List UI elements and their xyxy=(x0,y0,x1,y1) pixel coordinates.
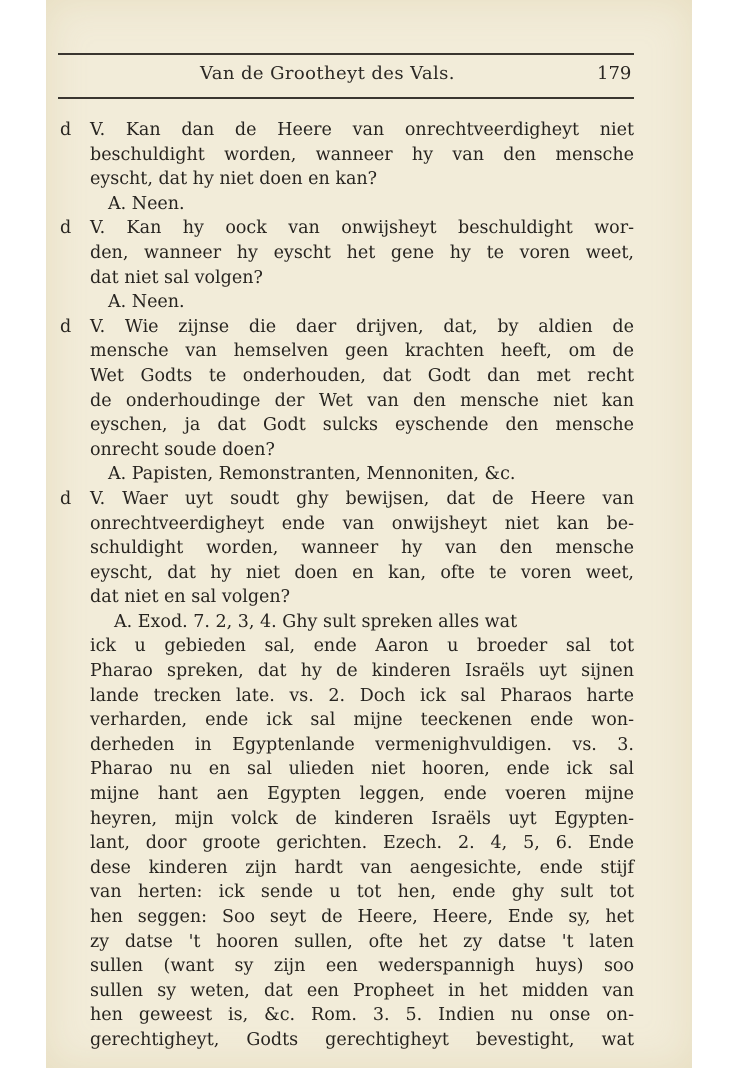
text-line xyxy=(0,413,738,438)
line-text: dat niet sal volgen? xyxy=(90,267,263,288)
line-text: sullen sy weten, dat een Propheet in het midden van xyxy=(90,980,634,1001)
text-line xyxy=(0,831,738,856)
line-text: V. Wie zijnse die daer drijven, dat, by aldien de xyxy=(90,316,634,337)
text-line xyxy=(0,462,738,487)
text-line xyxy=(0,954,738,979)
margin-mark: d xyxy=(60,120,72,140)
text-line xyxy=(0,290,738,315)
line-text: ick u gebieden sal, ende Aaron u broeder sal tot xyxy=(90,636,634,657)
text-line xyxy=(0,167,738,192)
text-line xyxy=(0,610,738,635)
line-text: den, wanneer hy eyscht het gene hy te voren weet, xyxy=(90,242,634,263)
line-text: hen seggen: Soo seyt de Heere, Heere, Ende sy, het xyxy=(90,907,634,927)
text-line xyxy=(0,487,738,512)
line-text: van herten: ick sende u tot hen, ende ghy sult tot xyxy=(90,882,634,903)
line-text: beschuldight worden, wanneer hy van den mensche xyxy=(90,144,634,165)
line-text: Pharao nu en sal ulieden niet hooren, ende ick sal xyxy=(90,759,634,780)
line-text: Pharao spreken, dat hy de kinderen Israëls uyt sijnen xyxy=(90,661,634,682)
line-text: eyscht, dat hy niet doen en kan? xyxy=(90,169,378,190)
margin-mark: d xyxy=(60,218,72,239)
text-line xyxy=(0,216,738,241)
text-line xyxy=(0,561,738,586)
line-text: eyscht, dat hy niet doen en kan, ofte te voren weet, xyxy=(90,562,634,583)
line-text: eyschen, ja dat Godt sulcks eyschende den mensche xyxy=(90,415,634,436)
text-line xyxy=(0,634,738,659)
line-text: V. Kan dan de Heere van onrechtveerdigheyt niet xyxy=(90,120,634,140)
text-line xyxy=(0,856,738,881)
text-line xyxy=(0,684,738,709)
header-rule-top xyxy=(58,53,634,55)
line-text: onrechtveerdigheyt ende van onwijsheyt niet kan be- xyxy=(90,513,634,534)
header-rule-bottom xyxy=(58,97,634,99)
body-text xyxy=(0,118,738,1053)
line-text: dese kinderen zijn hardt van aengesichte, ende stijf xyxy=(90,857,634,878)
running-head-title: Van de Grootheyt des Vals. xyxy=(200,63,455,84)
text-line xyxy=(0,1028,738,1053)
line-text: schuldight worden, wanneer hy van den mensche xyxy=(90,538,634,559)
line-text: onrecht soude doen? xyxy=(90,439,275,460)
text-line xyxy=(0,241,738,266)
text-line xyxy=(0,315,738,340)
line-text: zy datse 't hooren sullen, ofte het zy datse 't laten xyxy=(90,931,634,952)
line-text: mijne hant aen Egypten leggen, ende voeren mijne xyxy=(90,784,634,805)
line-text: sullen (want sy zijn een wederspannigh huys) soo xyxy=(90,956,634,977)
text-line xyxy=(0,782,738,807)
text-line xyxy=(0,708,738,733)
text-line xyxy=(0,979,738,1004)
text-line xyxy=(0,905,738,930)
line-text: heyren, mijn volck de kinderen Israëls uyt Egypten- xyxy=(90,808,634,829)
text-line xyxy=(0,339,738,364)
line-text: Wet Godts te onderhouden, dat Godt dan met recht xyxy=(90,365,634,386)
line-text: gerechtigheyt, Godts gerechtigheyt bevestight, wat xyxy=(90,1029,634,1050)
margin-mark: d xyxy=(60,488,72,509)
text-line xyxy=(0,1003,738,1028)
text-line xyxy=(0,512,738,537)
line-text: A. Neen. xyxy=(108,193,185,214)
text-line xyxy=(0,143,738,168)
text-line xyxy=(0,266,738,291)
text-line xyxy=(0,438,738,463)
text-line xyxy=(0,118,738,143)
line-text: de onderhoudinge der Wet van den mensche niet kan xyxy=(90,390,634,411)
text-line xyxy=(0,880,738,905)
line-text: derheden in Egyptenlande vermenighvuldigen. vs. 3. xyxy=(90,734,634,755)
text-line xyxy=(0,757,738,782)
text-line xyxy=(0,536,738,561)
text-line xyxy=(0,192,738,217)
line-text: verharden, ende ick sal mijne teeckenen ende won- xyxy=(90,710,634,731)
line-text: mensche van hemselven geen krachten heeft, om de xyxy=(90,341,634,362)
line-text: V. Waer uyt soudt ghy bewijsen, dat de Heere van xyxy=(90,488,634,509)
text-line xyxy=(0,733,738,758)
line-text: A. Neen. xyxy=(108,292,185,313)
line-text: V. Kan hy oock van onwijsheyt beschuldight wor- xyxy=(90,218,634,239)
line-text: A. Papisten, Remonstranten, Mennoniten, &c. xyxy=(108,464,516,485)
margin-mark: d xyxy=(60,316,72,337)
text-line xyxy=(0,364,738,389)
line-text: dat niet en sal volgen? xyxy=(90,587,291,608)
line-text: hen geweest is, &c. Rom. 3. 5. Indien nu onse on- xyxy=(90,1005,634,1026)
text-line xyxy=(0,807,738,832)
line-text: lande trecken late. vs. 2. Doch ick sal Pharaos harte xyxy=(90,685,634,706)
text-line xyxy=(0,930,738,955)
line-text: lant, door groote gerichten. Ezech. 2. 4, 5, 6. Ende xyxy=(90,833,634,854)
text-line xyxy=(0,659,738,684)
text-line xyxy=(0,389,738,414)
page-number: 179 xyxy=(597,63,632,84)
line-text: A. Exod. 7. 2, 3, 4. Ghy sult spreken alles wat xyxy=(114,611,518,632)
text-line xyxy=(0,585,738,610)
